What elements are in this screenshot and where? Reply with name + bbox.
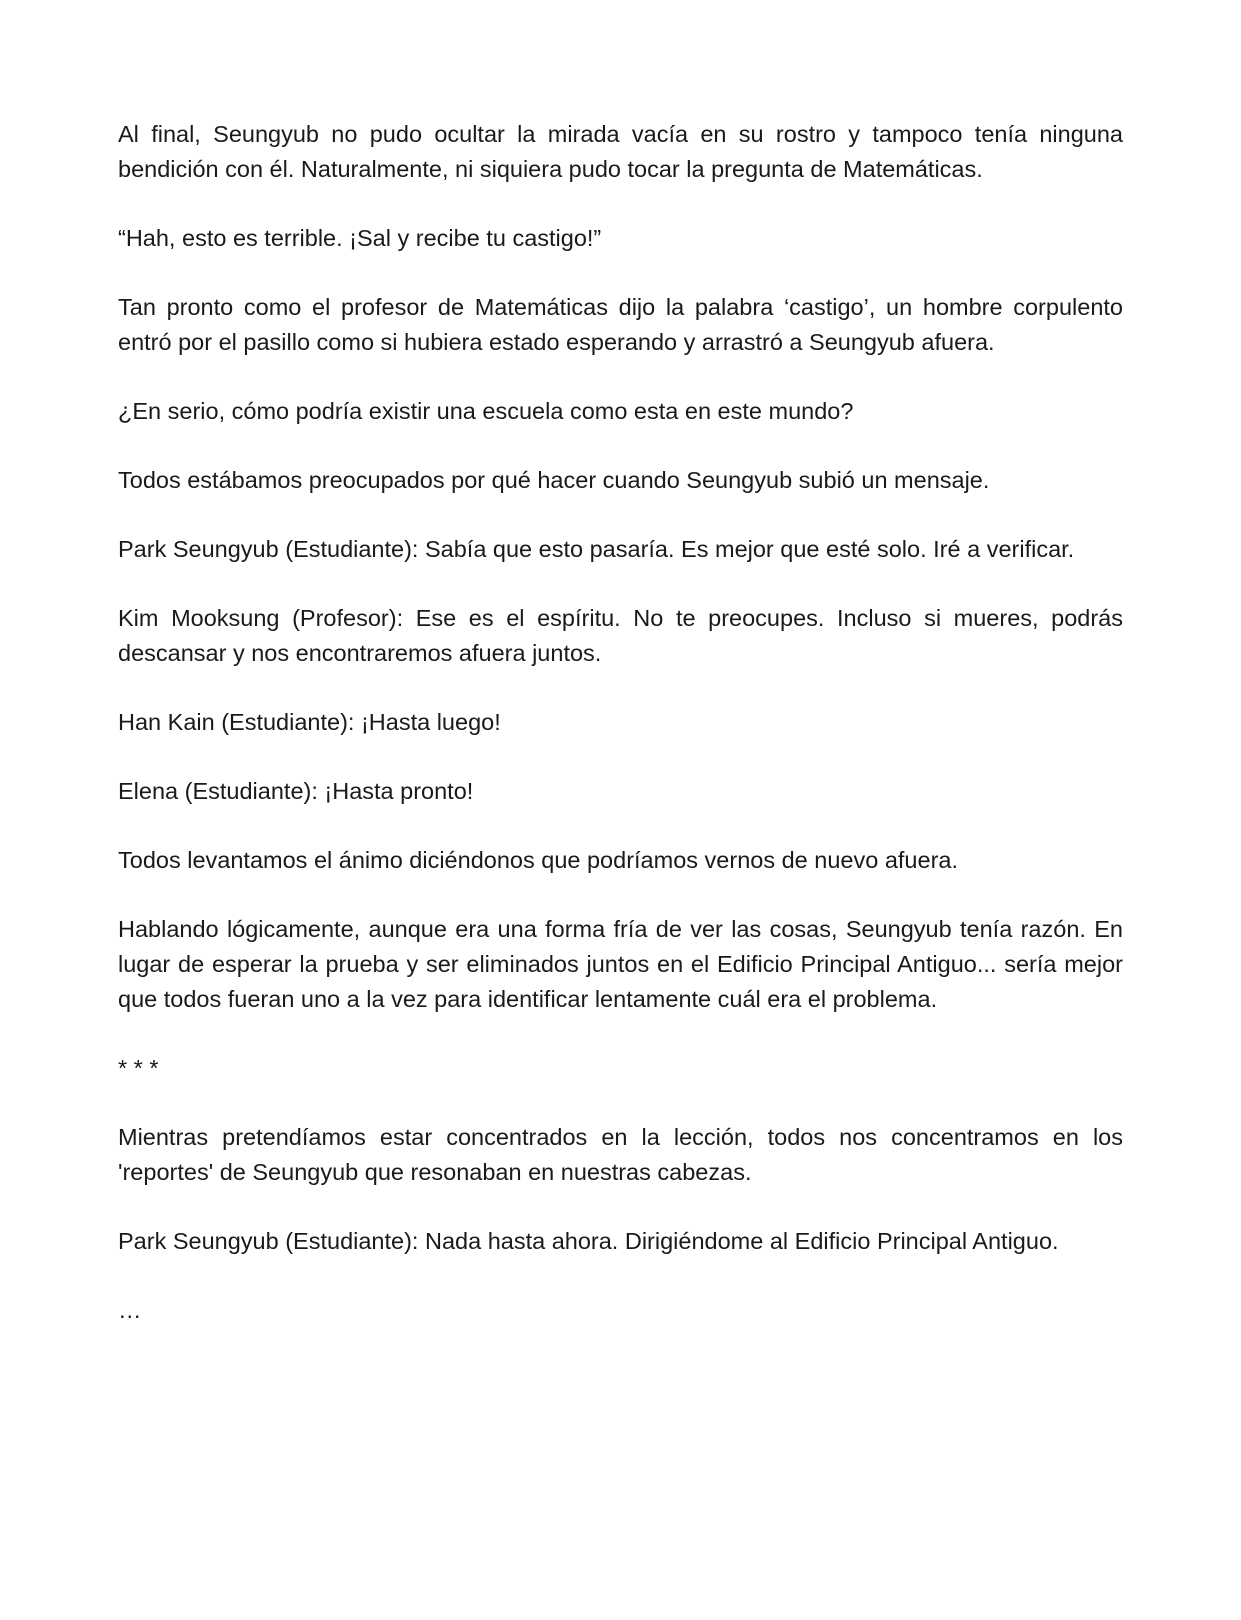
paragraph-2: “Hah, esto es terrible. ¡Sal y recibe tu castigo!” xyxy=(118,225,602,251)
paragraph-10: Todos levantamos el ánimo diciéndonos que podríamos vernos de nuevo afuera. xyxy=(118,847,958,873)
paragraph-13: Park Seungyub (Estudiante): Nada hasta ahora. Dirigiéndome al Edificio Principal Antiguo. xyxy=(118,1228,1059,1254)
scene-break: * * * xyxy=(118,1055,159,1081)
paragraph-12: Mientras pretendíamos estar concentrados en la lección, todos nos concentramos en los 'reportes' de Seungyub que resonaban en nuestras cabezas. xyxy=(118,1124,1123,1185)
paragraph-3: Tan pronto como el profesor de Matemáticas dijo la palabra ‘castigo’, un hombre corpulento entró por el pasillo como si hubiera estado esperando y arrastró a Seungyub afuera. xyxy=(118,294,1123,355)
paragraph-1: Al final, Seungyub no pudo ocultar la mirada vacía en su rostro y tampoco tenía ninguna bendición con él. Naturalmente, ni siquiera pudo tocar la pregunta de Matemáticas. xyxy=(118,121,1123,182)
paragraph-4: ¿En serio, cómo podría existir una escuela como esta en este mundo? xyxy=(118,398,854,424)
paragraph-5: Todos estábamos preocupados por qué hacer cuando Seungyub subió un mensaje. xyxy=(118,467,990,493)
paragraph-7: Kim Mooksung (Profesor): Ese es el espíritu. No te preocupes. Incluso si mueres, podrás descansar y nos encontraremos afuera juntos. xyxy=(118,605,1123,666)
ellipsis-line: … xyxy=(118,1297,142,1323)
paragraph-11: Hablando lógicamente, aunque era una forma fría de ver las cosas, Seungyub tenía razón. En lugar de esperar la prueba y ser eliminados juntos en el Edificio Principal Antiguo... sería mejor que todos fueran uno a la vez para identificar lentamente cuál era el problema. xyxy=(118,916,1123,1012)
paragraph-8: Han Kain (Estudiante): ¡Hasta luego! xyxy=(118,709,501,735)
paragraph-6: Park Seungyub (Estudiante): Sabía que esto pasaría. Es mejor que esté solo. Iré a verificar. xyxy=(118,536,1075,562)
paragraph-9: Elena (Estudiante): ¡Hasta pronto! xyxy=(118,778,474,804)
